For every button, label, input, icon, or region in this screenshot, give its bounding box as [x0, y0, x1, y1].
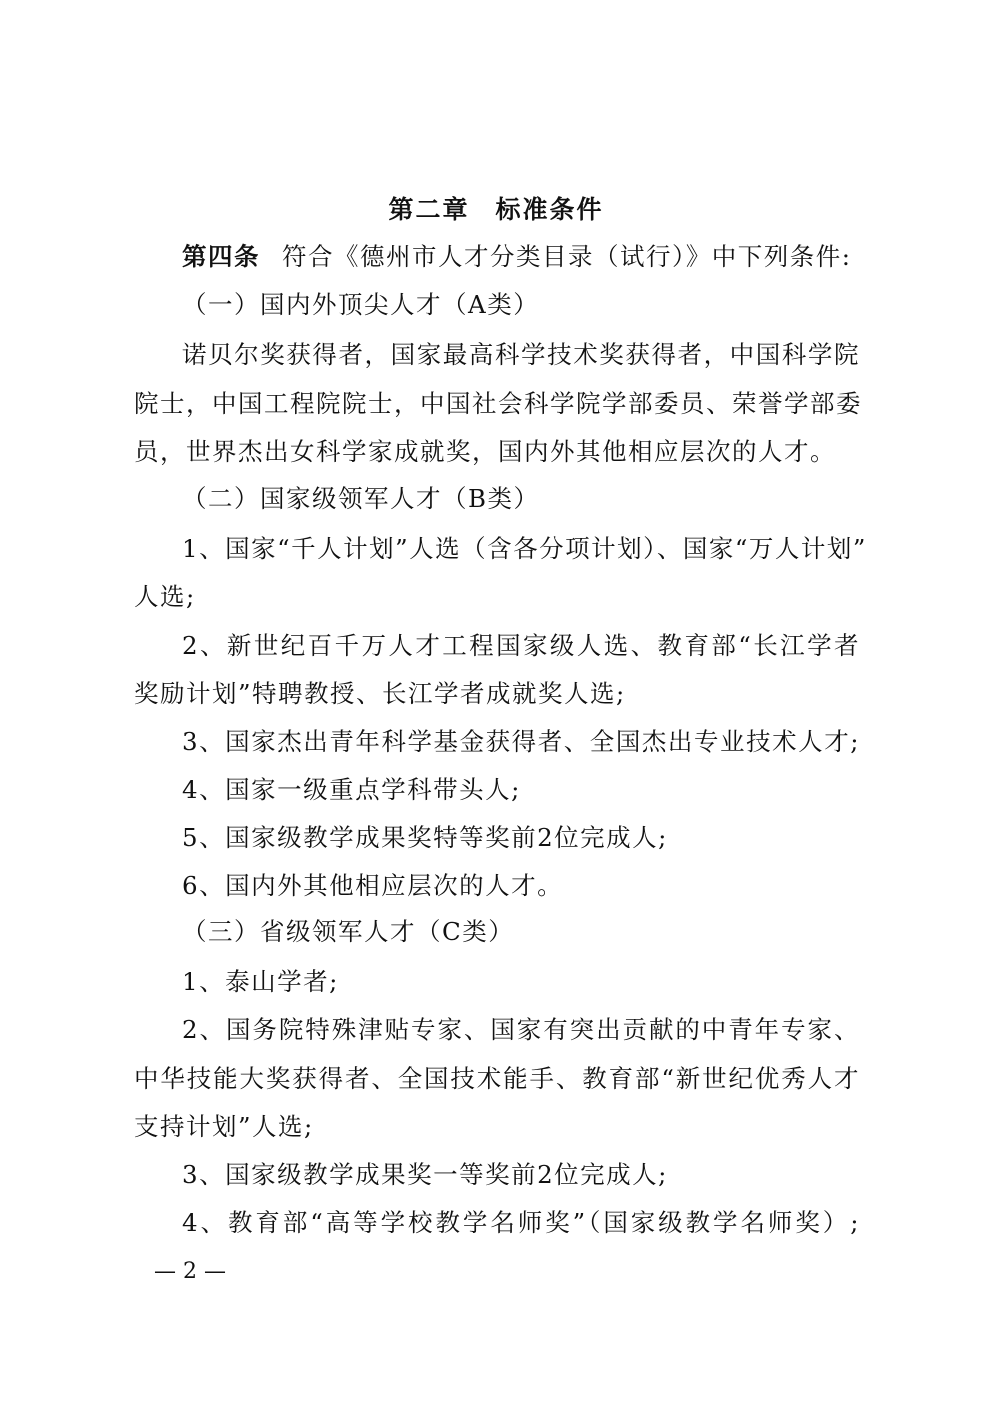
section-heading-b: （二）国家级领军人才（B类） [182, 484, 540, 513]
list-item: 人选; [134, 582, 196, 611]
article-line [182, 242, 860, 271]
list-item: 2、国务院特殊津贴专家、国家有突出贡献的中青年专家、 [182, 1015, 860, 1044]
list-item: 奖励计划”特聘教授、长江学者成就奖人选; [134, 679, 626, 708]
list-item: 1、国家“千人计划”人选（含各分项计划）、国家“万人计划” [182, 534, 867, 563]
list-item: 2、新世纪百千万人才工程国家级人选、教育部“长江学者 [182, 631, 860, 660]
list-item: 1、泰山学者; [182, 967, 339, 996]
list-item: 3、国家杰出青年科学基金获得者、全国杰出专业技术人才; [182, 727, 860, 756]
paragraph-line: 诺贝尔奖获得者，国家最高科学技术奖获得者，中国科学院 [182, 340, 860, 369]
paragraph-line: 员，世界杰出女科学家成就奖，国内外其他相应层次的人才。 [134, 437, 836, 466]
list-item: 5、国家级教学成果奖特等奖前2位完成人; [182, 823, 668, 852]
list-item: 4、国家一级重点学科带头人; [182, 775, 521, 804]
list-item: 中华技能大奖获得者、全国技术能手、教育部“新世纪优秀人才 [134, 1064, 860, 1093]
section-heading-c: （三）省级领军人才（C类） [182, 917, 515, 946]
section-heading-a: （一）国内外顶尖人才（A类） [182, 290, 540, 319]
paragraph-line: 院士，中国工程院院士，中国社会科学院学部委员、荣誉学部委 [134, 389, 862, 418]
chapter-label: 第二章 [388, 195, 470, 224]
article-text: 符合《德州市人才分类目录（试行）》中下列条件: [282, 242, 852, 271]
list-item: 支持计划”人选; [134, 1112, 314, 1141]
page-number: — 2 — [154, 1259, 226, 1284]
list-item: 6、国内外其他相应层次的人才。 [182, 871, 564, 900]
chapter-name: 标准条件 [495, 195, 604, 224]
chapter-title [0, 197, 992, 222]
article-label: 第四条 [182, 242, 260, 271]
list-item: 3、国家级教学成果奖一等奖前2位完成人; [182, 1160, 668, 1189]
list-item: 4、教育部“高等学校教学名师奖”（国家级教学名师奖）; [182, 1208, 860, 1237]
